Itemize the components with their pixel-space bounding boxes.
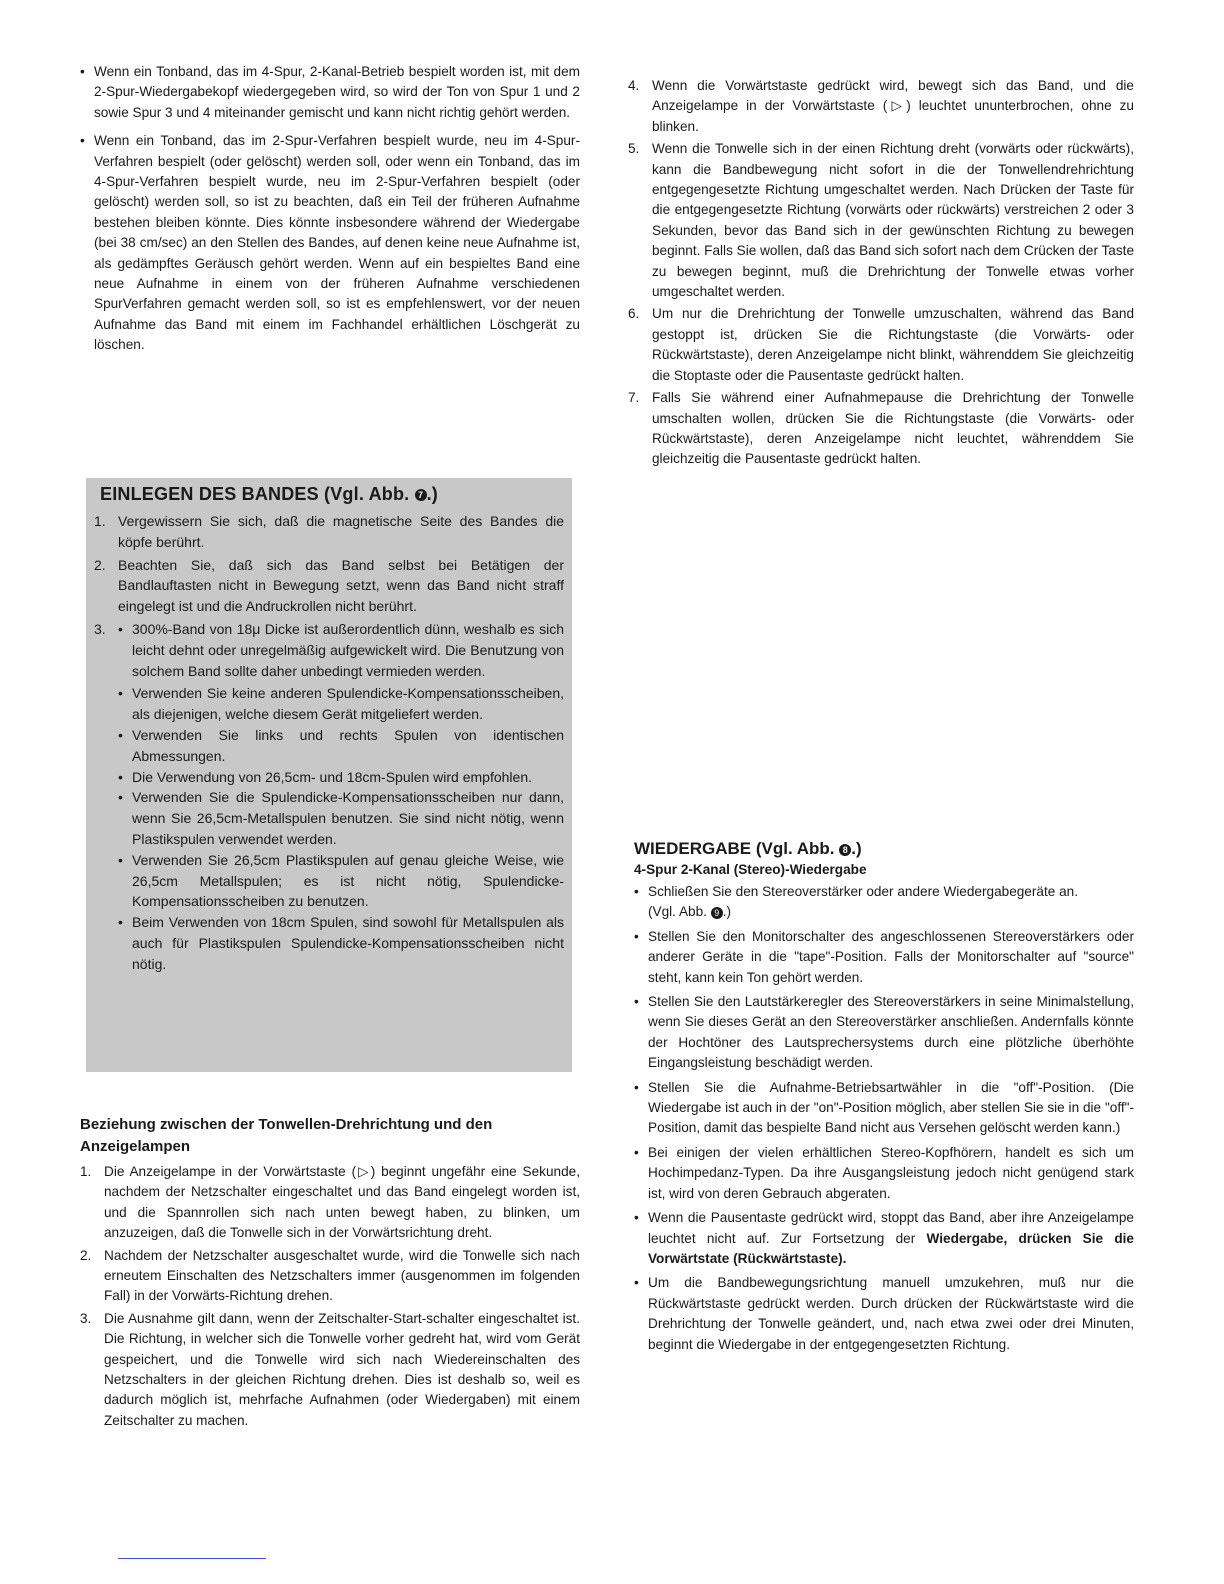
einlegen-sublist [94,683,564,974]
beziehung-item-2: 2. Nachdem der Netzschalter ausgeschaltet wurde, wird die Tonwelle sich nach erneutem Einschalten des Netzschalters immer (ausgenommen im folgenden Fall) in der Vorwärts-Richtung drehen. [80,1247,580,1304]
figure-ref-icon: 8 [839,844,851,856]
beziehung-title: Beziehung zwischen der Tonwellen-Drehrichtung und den Anzeigelampen [80,1116,493,1155]
beziehung-item-1: 1. Die Anzeigelampe in der Vorwärtstaste (▷) beginnt ungefähr eine Sekunde, nachdem der Netzschalter eingeschaltet und das Band eingelegt worden ist, und die Spannrollen sich nach unten bewegt haben, zu blinken, um anzuzeigen, daß die Tonwelle sich in der Vorwärtsrichtung dreht. [80,1164,580,1241]
beziehung-item-3: 3. Die Ausnahme gilt dann, wenn der Zeitschalter-Start-schalter eingeschaltet ist. Die Richtung, in welcher sich die Tonwelle vorher gedreht hat, wird vom Gerät gespeichert, und die Tonwelle wird sich nach Wiedereinschalten des Netzschalters in der gleichen Richtung drehen. Dies ist deshalb so, weil es dadurch möglich ist, mehrfache Aufnahmen (oder Wiedergaben) mit einem Zeitschalter zu machen. [80,1310,580,1428]
right-item-7: 7. Falls Sie während einer Aufnahmepause die Drehrichtung der Tonwelle umschalten wollen, drücken Sie die Richtungstaste (die Vorwärts- oder Rückwärtstaste), deren Anzeigelampe nicht leuchtet, währenddem Sie gleichzeitig die Pausentaste gedrückt halten. [628,390,1134,467]
einlegen-sub-5: • Verwenden Sie 26,5cm Plastikspulen auf genau gleiche Weise, wie 26,5cm Metallspulen; es ist nicht nötig, Spulendicke-Kompensationsscheiben zu benutzen. [118,851,564,910]
footer-rule [118,1558,266,1559]
wiedergabe-bullet-5: • Bei einigen der vielen erhältlichen Stereo-Kopfhörern, handelt es sich um Hochimpedanz-Typen. Da ihre Ausgangsleistung jedoch nicht genügend stark ist, wird von deren Gebrauch abgeraten. [634,1144,1134,1201]
wiedergabe-bullet-6: • Wenn die Pausentaste gedrückt wird, stoppt das Band, aber ihre Anzeigelampe leuchtet nicht auf. Zur Fortsetzung der Wiedergabe, drücken Sie die Vorwärtstate (Rückwärtstaste). [634,1210,1134,1266]
right-item-5: 5. Wenn die Tonwelle sich in der einen Richtung dreht (vorwärts oder rückwärts), kann die Bandbewegung nicht sofort in die der Tonwellendrehrichtung entgegengesetzte Richtung umgeschaltet werden. Nach Drücken der Taste für die entgegengesetzte Richtung (vorwärts oder rückwärts) verstreichen 2 oder 3 Sekunden, bevor das Band sich in der gewünschten Richtung zu bewegen beginnt. Falls Sie wollen, daß das Band sich sofort nach dem Crücken der Taste zu bewegen beginnt, muß die Drehrichtung der Tonwelle etwas vorher umgeschaltet werden. [628,141,1134,300]
bullet-mark: • [80,64,85,79]
left-column [80,62,580,360]
wiedergabe-bullet-3: • Stellen Sie den Lautstärkeregler des Stereoverstärkers in seine Minimalstellung, wenn Sie dieses Gerät an den Stereoverstärker anschließen. Andernfalls könnte der Hochtöner des Lautsprechersystems durch eine plötzliche überhöhte Eingangsleistung beschädigt werden. [634,994,1134,1071]
wiedergabe-bullet-7: • Um die Bandbewegungsrichtung manuell umzukehren, muß nur die Rückwärtstaste gedrückt werden. Durch drücken der Rückwärtstaste wird die Drehrichtung der Tonwelle geändert, und, nach etwa zwei oder drei Minuten, beginnt die Wiedergabe in der entgegengesetzten Richtung. [634,1275,1134,1352]
einlegen-item-3: 3. • 300%-Band von 18μ Dicke ist außerordentlich dünn, weshalb es sich leicht dehnt oder unregelmäßig aufgewickelt wird. Die Benutzung von solchem Band sollte daher unbedingt vermieden werden. [94,620,564,679]
einlegen-sub-6: • Beim Verwenden von 18cm Spulen, sind sowohl für Metallspulen als auch für Plastikspulen Spulendicke-Kompensationsscheiben nicht nötig. [118,914,564,972]
einlegen-section [86,478,572,1072]
right-item-4: 4. Wenn die Vorwärtstaste gedrückt wird, bewegt sich das Band, und die Anzeigelampe in der Vorwärtstaste (▷) leuchtet ununterbrochen, ohne zu blinken. [628,78,1134,134]
right-column [628,76,1134,472]
intro-bullet-2 [80,131,580,355]
intro-text-1: Wenn ein Tonband, das im 4-Spur, 2-Kanal-Betrieb bespielt worden ist, mit dem 2-Spur-Wiedergabekopf wiedergegeben wird, so wird der Ton von Spur 1 und 2 sowie Spur 3 und 4 miteinander gemischt und kann nicht richtig gehört werden. [94,64,580,120]
einlegen-item-1: 1. Vergewissern Sie sich, daß die magnetische Seite des Bandes die köpfe berührt. [94,513,564,550]
einlegen-item-2: 2. Beachten Sie, daß sich das Band selbst bei Betätigen der Bandlauftasten nicht in Bewegung setzt, wenn das Band nicht straff eingelegt ist und die Andruckrollen nicht berührt. [94,556,564,615]
figure-ref-icon: 9 [711,907,723,919]
einlegen-title: EINLEGEN DES BANDES (Vgl. Abb. 7 .) [100,484,438,504]
wiedergabe-bullet-4: • Stellen Sie die Aufnahme-Betriebsartwähler in die "off"-Position. (Die Wiedergabe ist auch in der "on"-Position möglich, aber stellen Sie sie in die "off"-Position, damit das bespielte Band nicht aus Versehen gelöscht werden kann.) [634,1079,1134,1136]
bullet-mark: • [80,133,85,149]
einlegen-sub-3: • Die Verwendung von 26,5cm- und 18cm-Spulen wird empfohlen. [118,768,533,785]
einlegen-sub-2: • Verwenden Sie links und rechts Spulen von identischen Abmessungen. [118,726,564,764]
wiedergabe-bullet-2: • Stellen Sie den Monitorschalter des angeschlossenen Stereoverstärkers oder anderer Geräte in die "tape"-Position. Falls der Monitorschalter auf "source" steht, kann kein Ton gehört werden. [634,928,1134,985]
einlegen-sub-1: • Verwenden Sie keine anderen Spulendicke-Kompensationsscheiben, als diejenigen, welche diesem Gerät mitgeliefert werden. [118,685,564,723]
wiedergabe-section [634,838,1134,1359]
beziehung-section [80,1114,580,1433]
wiedergabe-title: WIEDERGABE (Vgl. Abb. 8 .) [634,839,862,858]
wiedergabe-bullet-1: • Schließen Sie den Stereoverstärker oder andere Wiedergabegeräte an. (Vgl. Abb. 9 .) [634,884,1078,920]
wiedergabe-subtitle: 4-Spur 2-Kanal (Stereo)-Wiedergabe [634,862,867,877]
intro-text-2: Wenn ein Tonband, das im 2-Spur-Verfahren bespielt wurde, neu im 4-Spur-Verfahren bespielt (oder gelöscht) werden soll, oder wenn ein Tonband, das im 4-Spur-Verfahren bespielt wurde, neu im 2-Spur-Verfahren bespielt (oder gelöscht) werden soll, so ist zu beachten, daß ein Teil der früheren Aufnahme bestehen bleiben könnte. Dies könnte insbesondere während der Wiedergabe (bei 38 cm/sec) an den Stellen des Bandes, auf denen keine neue Aufnahme ist, als gedämpftes Geräusch gehört werden. Wenn auf ein bespieltes Band eine neue Aufnahme in einem von der früheren Aufnahme verschiedenen SpurVerfahren gemacht werden soll, so ist es empfehlenswert, vor der neuen Aufnahme das Band mit einem im Fachhandel erhältlichen Löschgerät zu löschen. [94,133,580,353]
intro-bullet-1 [80,62,580,123]
einlegen-sub-4: • Verwenden Sie die Spulendicke-Kompensationsscheiben nur dann, wenn Sie 26,5cm-Metallspulen benutzen. Sie sind nicht nötig, wenn Plastikspulen verwendet werden. [118,789,564,847]
figure-ref-icon: 7 [415,489,427,501]
right-item-6: 6. Um nur die Drehrichtung der Tonwelle umzuschalten, während das Band gestoppt ist, drücken Sie die Richtungstaste (die Vorwärts- oder Rückwärtstaste), deren Anzeigelampe nicht blinkt, währenddem Sie gleichzeitig die Stoptaste oder die Pausentaste gedrückt halten. [628,306,1134,383]
